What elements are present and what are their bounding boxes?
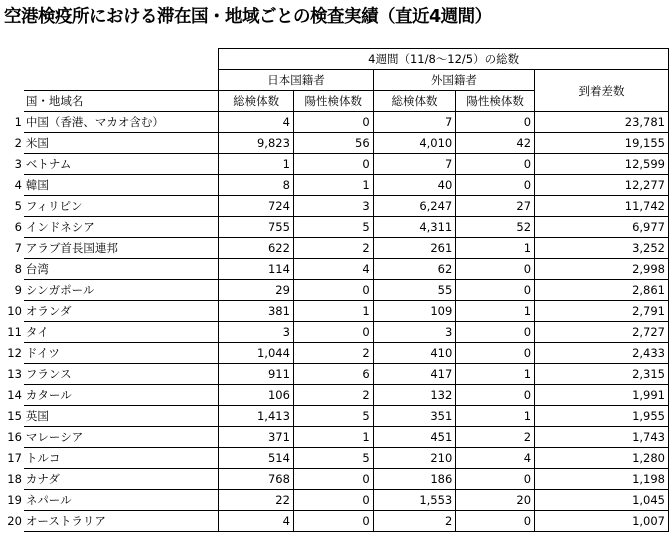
fg-positive-header: 陽性検体数 bbox=[456, 91, 535, 112]
arrivals-cell: 2,727 bbox=[535, 322, 669, 343]
jp-total-cell: 622 bbox=[219, 238, 294, 259]
fg-total-cell: 7 bbox=[373, 154, 456, 175]
fg-positive-cell: 52 bbox=[456, 217, 535, 238]
row-index: 7 bbox=[14, 241, 22, 255]
country-name: ドイツ bbox=[24, 343, 219, 364]
jp-total-cell: 106 bbox=[219, 385, 294, 406]
country-name: タイ bbox=[24, 322, 219, 343]
row-index: 6 bbox=[14, 220, 22, 234]
jp-total-cell: 4 bbox=[219, 112, 294, 133]
jp-total-cell: 29 bbox=[219, 280, 294, 301]
country-name: オランダ bbox=[24, 301, 219, 322]
country-name: カナダ bbox=[24, 469, 219, 490]
jp-total-cell: 9,823 bbox=[219, 133, 294, 154]
country-name: フランス bbox=[24, 364, 219, 385]
table-row bbox=[0, 154, 669, 175]
country-column-header: 国・地域名 bbox=[24, 91, 219, 112]
row-index: 3 bbox=[14, 157, 22, 171]
jp-positive-cell: 5 bbox=[293, 406, 373, 427]
country-name: 英国 bbox=[24, 406, 219, 427]
jp-total-cell: 1 bbox=[219, 154, 294, 175]
table-row bbox=[0, 238, 669, 259]
country-name: 米国 bbox=[24, 133, 219, 154]
fg-total-cell: 40 bbox=[373, 175, 456, 196]
fg-positive-cell: 0 bbox=[456, 154, 535, 175]
country-name: 韓国 bbox=[24, 175, 219, 196]
fg-positive-cell: 0 bbox=[456, 280, 535, 301]
arrivals-cell: 2,315 bbox=[535, 364, 669, 385]
table-row bbox=[0, 301, 669, 322]
row-index: 19 bbox=[7, 493, 22, 507]
fg-positive-cell: 1 bbox=[456, 238, 535, 259]
page-title: 空港検疫所における滞在国・地域ごとの検査実績（直近4週間） bbox=[4, 7, 492, 27]
arrivals-cell: 1,045 bbox=[535, 490, 669, 511]
fg-positive-cell: 1 bbox=[456, 364, 535, 385]
jp-positive-cell: 2 bbox=[293, 238, 373, 259]
country-name: 中国（香港、マカオ含む） bbox=[24, 112, 219, 133]
row-index: 5 bbox=[14, 199, 22, 213]
fg-positive-cell: 0 bbox=[456, 112, 535, 133]
period-header: 4週間（11/8〜12/5）の総数 bbox=[219, 49, 669, 70]
fg-total-header: 総検体数 bbox=[373, 91, 456, 112]
jp-total-cell: 8 bbox=[219, 175, 294, 196]
arrivals-cell: 11,742 bbox=[535, 196, 669, 217]
jp-positive-cell: 1 bbox=[293, 301, 373, 322]
table-row bbox=[0, 343, 669, 364]
table-row bbox=[0, 280, 669, 301]
fg-positive-cell: 27 bbox=[456, 196, 535, 217]
table-row bbox=[0, 364, 669, 385]
row-index: 12 bbox=[7, 346, 22, 360]
fg-positive-cell: 1 bbox=[456, 406, 535, 427]
fg-positive-cell: 0 bbox=[456, 259, 535, 280]
jp-total-cell: 381 bbox=[219, 301, 294, 322]
country-name: カタール bbox=[24, 385, 219, 406]
arrivals-cell: 2,998 bbox=[535, 259, 669, 280]
jp-total-header: 総検体数 bbox=[219, 91, 294, 112]
row-index: 15 bbox=[7, 409, 22, 423]
japanese-header: 日本国籍者 bbox=[219, 70, 373, 91]
jp-positive-cell: 1 bbox=[293, 175, 373, 196]
country-name: トルコ bbox=[24, 448, 219, 469]
fg-positive-cell: 0 bbox=[456, 175, 535, 196]
arrivals-cell: 1,280 bbox=[535, 448, 669, 469]
table-row bbox=[0, 385, 669, 406]
country-name: ネパール bbox=[24, 490, 219, 511]
jp-positive-cell: 4 bbox=[293, 259, 373, 280]
fg-positive-cell: 4 bbox=[456, 448, 535, 469]
arrivals-cell: 1,007 bbox=[535, 511, 669, 532]
row-index: 8 bbox=[14, 262, 22, 276]
country-name: シンガポール bbox=[24, 280, 219, 301]
fg-positive-cell: 0 bbox=[456, 511, 535, 532]
arrivals-cell: 1,743 bbox=[535, 427, 669, 448]
arrivals-header: 到着差数 bbox=[535, 70, 669, 112]
jp-total-cell: 724 bbox=[219, 196, 294, 217]
fg-total-cell: 417 bbox=[373, 364, 456, 385]
fg-total-cell: 132 bbox=[373, 385, 456, 406]
jp-positive-header: 陽性検体数 bbox=[293, 91, 373, 112]
fg-total-cell: 261 bbox=[373, 238, 456, 259]
fg-total-cell: 109 bbox=[373, 301, 456, 322]
table-row bbox=[0, 427, 669, 448]
row-index: 11 bbox=[7, 325, 22, 339]
arrivals-cell: 23,781 bbox=[535, 112, 669, 133]
jp-positive-cell: 0 bbox=[293, 154, 373, 175]
jp-positive-cell: 3 bbox=[293, 196, 373, 217]
jp-positive-cell: 2 bbox=[293, 343, 373, 364]
fg-total-cell: 3 bbox=[373, 322, 456, 343]
row-index: 4 bbox=[14, 178, 22, 192]
jp-total-cell: 1,413 bbox=[219, 406, 294, 427]
jp-total-cell: 114 bbox=[219, 259, 294, 280]
jp-total-cell: 22 bbox=[219, 490, 294, 511]
row-index: 16 bbox=[7, 430, 22, 444]
row-index: 13 bbox=[7, 367, 22, 381]
jp-positive-cell: 0 bbox=[293, 112, 373, 133]
arrivals-cell: 3,252 bbox=[535, 238, 669, 259]
table-row bbox=[0, 511, 669, 532]
fg-positive-cell: 0 bbox=[456, 343, 535, 364]
arrivals-cell: 1,955 bbox=[535, 406, 669, 427]
country-name: ベトナム bbox=[24, 154, 219, 175]
jp-total-cell: 514 bbox=[219, 448, 294, 469]
table-row bbox=[0, 406, 669, 427]
table-row bbox=[0, 322, 669, 343]
fg-total-cell: 6,247 bbox=[373, 196, 456, 217]
inspection-table bbox=[0, 48, 669, 532]
row-index: 20 bbox=[7, 514, 22, 528]
country-name: アラブ首長国連邦 bbox=[24, 238, 219, 259]
country-name: インドネシア bbox=[24, 217, 219, 238]
fg-total-cell: 1,553 bbox=[373, 490, 456, 511]
header-row-period bbox=[0, 49, 669, 70]
fg-total-cell: 4,311 bbox=[373, 217, 456, 238]
jp-total-cell: 371 bbox=[219, 427, 294, 448]
jp-total-cell: 4 bbox=[219, 511, 294, 532]
jp-total-cell: 768 bbox=[219, 469, 294, 490]
jp-positive-cell: 5 bbox=[293, 448, 373, 469]
arrivals-cell: 1,991 bbox=[535, 385, 669, 406]
jp-total-cell: 755 bbox=[219, 217, 294, 238]
fg-total-cell: 55 bbox=[373, 280, 456, 301]
table-row bbox=[0, 448, 669, 469]
jp-positive-cell: 0 bbox=[293, 469, 373, 490]
fg-total-cell: 451 bbox=[373, 427, 456, 448]
jp-positive-cell: 6 bbox=[293, 364, 373, 385]
fg-positive-cell: 0 bbox=[456, 322, 535, 343]
table-row bbox=[0, 133, 669, 154]
jp-positive-cell: 1 bbox=[293, 427, 373, 448]
jp-positive-cell: 0 bbox=[293, 490, 373, 511]
fg-total-cell: 210 bbox=[373, 448, 456, 469]
fg-positive-cell: 0 bbox=[456, 385, 535, 406]
jp-positive-cell: 5 bbox=[293, 217, 373, 238]
arrivals-cell: 2,861 bbox=[535, 280, 669, 301]
foreign-header: 外国籍者 bbox=[373, 70, 534, 91]
jp-positive-cell: 56 bbox=[293, 133, 373, 154]
arrivals-cell: 6,977 bbox=[535, 217, 669, 238]
row-index: 17 bbox=[7, 451, 22, 465]
jp-total-cell: 1,044 bbox=[219, 343, 294, 364]
fg-positive-cell: 2 bbox=[456, 427, 535, 448]
fg-total-cell: 351 bbox=[373, 406, 456, 427]
fg-total-cell: 62 bbox=[373, 259, 456, 280]
fg-positive-cell: 1 bbox=[456, 301, 535, 322]
jp-positive-cell: 0 bbox=[293, 280, 373, 301]
table-row bbox=[0, 175, 669, 196]
row-index: 18 bbox=[7, 472, 22, 486]
fg-positive-cell: 42 bbox=[456, 133, 535, 154]
table-row bbox=[0, 259, 669, 280]
country-name: 台湾 bbox=[24, 259, 219, 280]
fg-total-cell: 410 bbox=[373, 343, 456, 364]
jp-positive-cell: 2 bbox=[293, 385, 373, 406]
arrivals-cell: 12,277 bbox=[535, 175, 669, 196]
arrivals-cell: 12,599 bbox=[535, 154, 669, 175]
row-index: 2 bbox=[14, 136, 22, 150]
arrivals-cell: 2,791 bbox=[535, 301, 669, 322]
arrivals-cell: 2,433 bbox=[535, 343, 669, 364]
fg-positive-cell: 20 bbox=[456, 490, 535, 511]
table-row bbox=[0, 112, 669, 133]
arrivals-cell: 1,198 bbox=[535, 469, 669, 490]
fg-total-cell: 2 bbox=[373, 511, 456, 532]
row-index: 14 bbox=[7, 388, 22, 402]
table-row bbox=[0, 469, 669, 490]
country-name: フィリピン bbox=[24, 196, 219, 217]
jp-positive-cell: 0 bbox=[293, 511, 373, 532]
jp-positive-cell: 0 bbox=[293, 322, 373, 343]
row-index: 1 bbox=[14, 115, 22, 129]
fg-total-cell: 7 bbox=[373, 112, 456, 133]
country-name: マレーシア bbox=[24, 427, 219, 448]
row-index: 10 bbox=[7, 304, 22, 318]
fg-total-cell: 186 bbox=[373, 469, 456, 490]
table-row bbox=[0, 196, 669, 217]
jp-total-cell: 911 bbox=[219, 364, 294, 385]
table-row bbox=[0, 217, 669, 238]
country-name: オーストラリア bbox=[24, 511, 219, 532]
row-index: 9 bbox=[14, 283, 22, 297]
jp-total-cell: 3 bbox=[219, 322, 294, 343]
fg-positive-cell: 0 bbox=[456, 469, 535, 490]
fg-total-cell: 4,010 bbox=[373, 133, 456, 154]
header-row-groups bbox=[0, 70, 669, 91]
table-row bbox=[0, 490, 669, 511]
arrivals-cell: 19,155 bbox=[535, 133, 669, 154]
